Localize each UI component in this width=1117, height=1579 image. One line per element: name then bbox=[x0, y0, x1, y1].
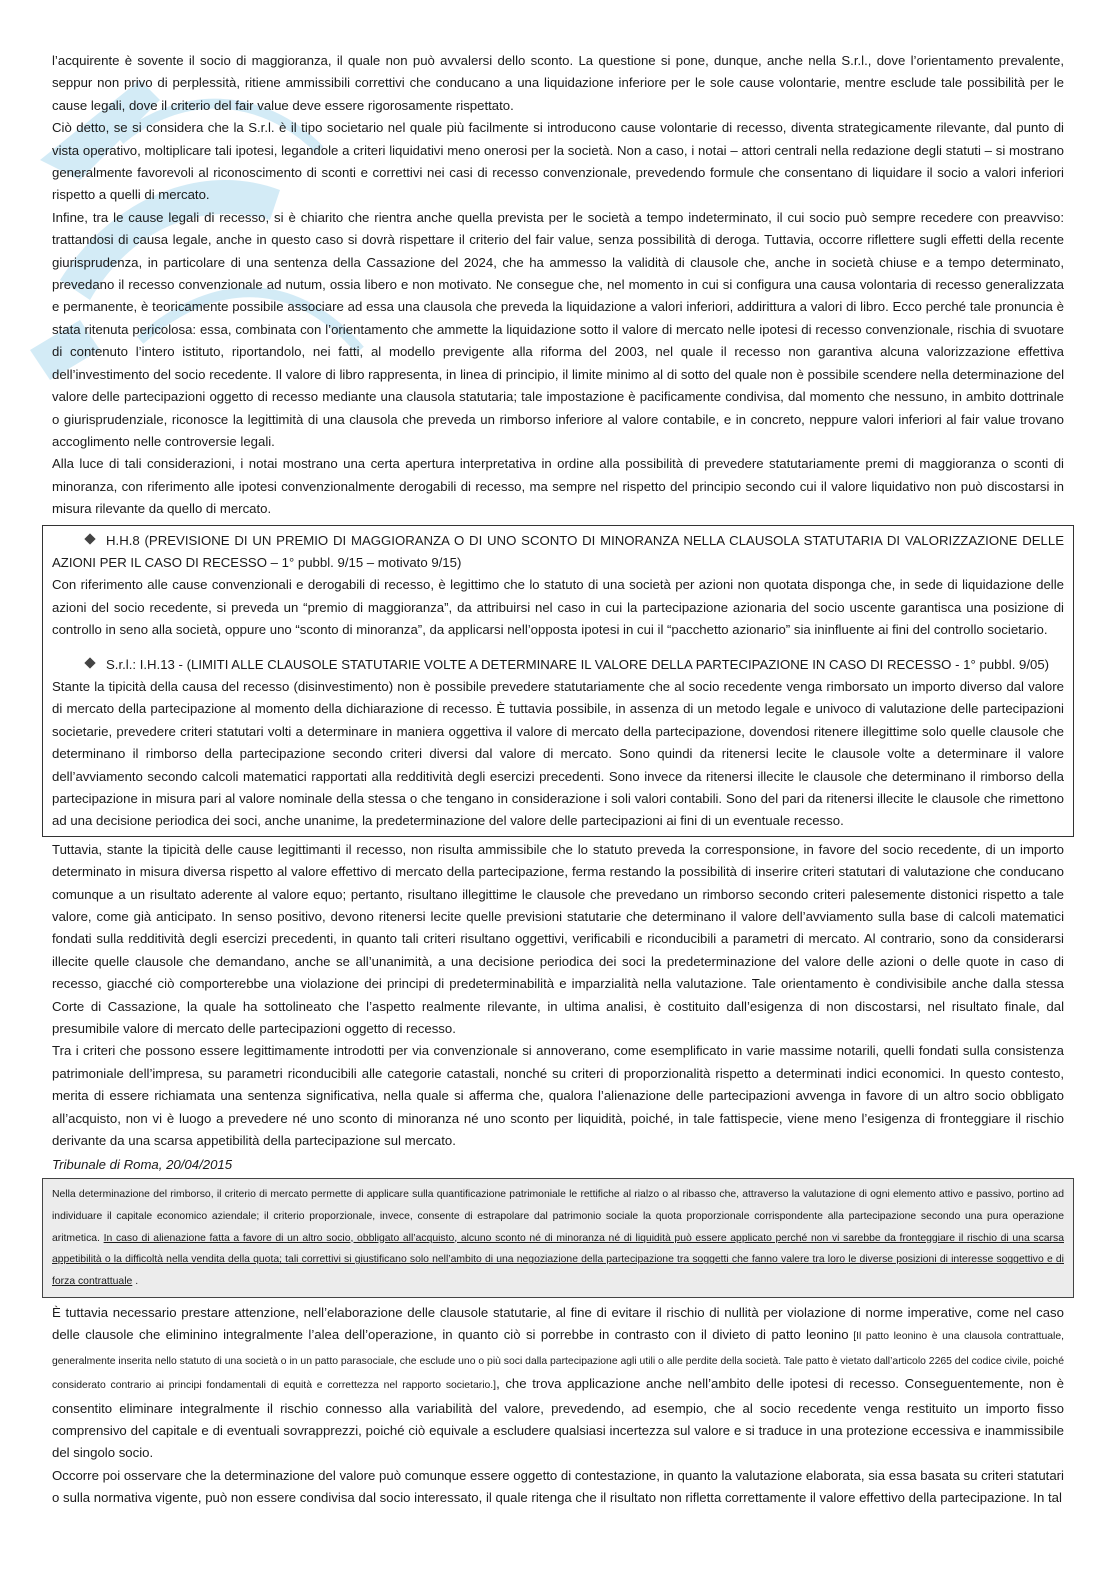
diamond-bullet-icon bbox=[84, 533, 95, 544]
paragraph: Alla luce di tali considerazioni, i notai mostrano una certa apertura interpretativa in ordine alla possibilità di prevedere statutariamente premi di maggioranza o sconti di minoranza, con riferimento alle ipotesi convenzionalmente derogabili di recesso, ma sempre nel rispetto del principio secondo cui il valore liquidativo non può discostarsi in misura rilevante da quello di mercato. bbox=[52, 456, 1064, 517]
massime-box bbox=[42, 525, 1074, 837]
massima-heading-text: H.H.8 (PREVISIONE DI UN PREMIO DI MAGGIORANZA O DI UNO SCONTO DI MINORANZA NELLA CLAUSOLA STATUTARIA DI VALORIZZAZIONE DELLE AZIONI PER IL CASO DI RECESSO – 1° pubbl. 9/15 – motivato 9/15) bbox=[52, 532, 1064, 570]
massima-heading bbox=[52, 654, 1064, 676]
excerpt-plain: Nella determinazione del rimborso, il criterio di mercato permette di applicare sulla quantificazione patrimoniale le rettifiche al rialzo o al ribasso che, attraverso la valutazione di ogni elemento attivo e passivo, portino ad individuare il capitale economico aziendale; il criterio proporzionale, invece, consente di estrapolare dal patrimonio sociale la quota proporzionale corrispondente alla partecipazione secondo una pura operazione aritmetica. bbox=[52, 1188, 1064, 1244]
paragraph-text: È tuttavia necessario prestare attenzione, nell’elaborazione delle clausole statutarie, al fine di evitare il rischio di nullità per violazione di norme imperative, come nel caso delle clausole che eliminino integralmente l’alea dell’operazione, in quanto ciò si porrebbe in contrasto con il divieto di patto leonino bbox=[52, 1304, 1064, 1343]
massima-heading-text: S.r.l.: I.H.13 - (LIMITI ALLE CLAUSOLE STATUTARIE VOLTE A DETERMINARE IL VALORE DELLA PARTECIPAZIONE IN CASO DI RECESSO - 1° pubbl. 9/05) bbox=[106, 656, 1050, 672]
inline-footnote: [Il patto leonino è una clausola contrattuale, generalmente inserita nello statuto di una società o in un patto parasociale, che esclude uno o più soci dalla partecipazione agli utili o alle perdite della società. Tale patto è vietato dall’articolo 2265 del codice civile, poiché considerato contrario ai principi fondamentali di equità e correttezza nel rapporto societario.] bbox=[52, 1331, 1064, 1392]
massima-heading bbox=[52, 530, 1064, 575]
sentence-excerpt-box bbox=[42, 1178, 1074, 1298]
paragraph: Tuttavia, stante la tipicità delle cause legittimanti il recesso, non risulta ammissibile che lo statuto preveda la corresponsione, in favore del socio recedente, di un importo determinato in misura diversa rispetto al valore effettivo di mercato della partecipazione, ferma restando la possibilità di inserire criteri statutari di valutazione che conducano comunque a un risultato aderente al valore equo; pertanto, risultano illegittime le clausole che prevedano un rimborso secondo criteri palesemente distonici rispetto a tale valore, come già anticipato. In senso positivo, devono ritenersi lecite quelle previsioni statutarie che determinano il valore dell’avviamento sulla base di calcoli matematici fondati sulla redditività degli esercizi precedenti, in quanto tali criteri risultano oggettivi, verificabili e riconducibili a parametri di mercato. Al contrario, sono da considerarsi illecite quelle clausole che demandano, anche se all’unanimità, a una decisione periodica dei soci la predeterminazione del valore delle azioni o delle quote in caso di recesso, giacché ciò comporterebbe una violazione dei principi di predeterminabilità e imparzialità nella valutazione. Tale orientamento è condivisibile anche dalla stessa Corte di Cassazione, la quale ha sottolineato che l’aspetto realmente rilevante, in ultima analisi, è costituito dall’esigenza di non discostarsi, nel risultato finale, dal presumibile valore di mercato delle partecipazioni oggetto di recesso. bbox=[52, 841, 1064, 1037]
paragraph: Tra i criteri che possono essere legittimamente introdotti per via convenzionale si annoverano, come esemplificato in varie massime notarili, quelli fondati sulla consistenza patrimoniale dell’impresa, su parametri riconducibili alle categorie catastali, nonché su criteri di proporzionalità rispetto a determinati indici economici. In questo contesto, merita di essere richiamata una sentenza significativa, nella quale si afferma che, qualora l’alienazione delle partecipazioni avvenga in favore di un altro socio obbligato all’acquisto, non vi è luogo a prevedere né uno sconto di minoranza né uno sconto per liquidità, poiché, in tale fattispecie, viene meno l’esigenza di fronteggiare il rischio derivante da una scarsa appetibilità della partecipazione sul mercato. bbox=[52, 1043, 1064, 1149]
excerpt-end: . bbox=[135, 1276, 139, 1288]
excerpt-underlined: In caso di alienazione fatta a favore di un altro socio, obbligato all’acquisto, alcuno sconto né di minoranza né di liquidità può essere applicato perché non vi sarebbe da fronteggiare il rischio di una scarsa appetibilità o la difficoltà nella vendita della quota; tali correttivi si giustificano solo nell’ambito di una negoziazione della partecipazione tra soggetti che fanno valere tra loro le diverse posizioni di interesse soggettivo e di forza contrattuale bbox=[52, 1232, 1064, 1288]
paragraph: Ciò detto, se si considera che la S.r.l. è il tipo societario nel quale più facilmente si introducono cause volontarie di recesso, diventa strategicamente rilevante, dal punto di vista operativo, moltiplicare tali ipotesi, legandole a criteri liquidativi meno onerosi per la società. Non a caso, i notai – attori centrali nella redazione degli statuti – si mostrano generalmente favorevoli al riconoscimento di sconti e correttivi nei casi di recesso convenzionale, prevedendo formule che consentano di liquidare il socio a valori inferiori rispetto a quelli di mercato. bbox=[52, 120, 1064, 203]
paragraph: Infine, tra le cause legali di recesso, si è chiarito che rientra anche quella prevista per le società a tempo indeterminato, il cui socio può sempre recedere con preavviso: trattandosi di causa legale, anche in questo caso si dovrà rispettare il criterio del fair value, senza possibilità di deroga. Tuttavia, occorre riflettere sugli effetti della recente giurisprudenza, in particolare di una sentenza della Cassazione del 2024, che ha ammesso la validità di clausole che, anche in società chiuse e a tempo determinato, prevedano il recesso convenzionale ad nutum, ossia libero e non motivato. Ne consegue che, nel momento in cui si configura una causa volontaria di recesso generalizzata e permanente, è teoricamente possibile associare ad essa una clausola che preveda la liquidazione a valori inferiori, addirittura a valori di libro. Ecco perché tale pronuncia è stata ritenuta pericolosa: essa, combinata con l’orientamento che ammette la liquidazione sotto il valore di mercato nelle ipotesi di recesso convenzionale, rischia di svuotare di contenuto l’intero istituto, riportandolo, nei fatti, al modello previgente alla riforma del 2003, nel quale il recesso non garantiva alcuna valorizzazione effettiva dell’investimento del socio recedente. Il valore di libro rappresenta, in linea di principio, il limite minimo al di sotto del quale non è possibile scendere nella determinazione del valore delle partecipazioni oggetto di recesso mediante una clausola statutaria; tale impostazione è pacificamente condivisa, dal momento che nessuno, in ambito dottrinale o giurisprudenziale, riconosce la legittimità di una clausola che preveda un rimborso inferiore al valore contabile, e in concreto, neppure valori inferiori al fair value trovano accoglimento nelle controversie legali. bbox=[52, 209, 1064, 449]
diamond-bullet-icon bbox=[84, 657, 95, 668]
paragraph-text: , che trova applicazione anche nell’ambito delle ipotesi di recesso. Conseguentemente, non è consentito eliminare integralmente il rischio connesso alla variabilità del valore, prevedendo, ad esempio, che al socio recedente venga restituito un importo fisso comprensivo del capitale e di eventuali sovrapprezzi, poiché ciò equivale a escludere qualsiasi incertezza sul valore e si traduce in una protezione eccessiva e inammissibile del singolo socio. bbox=[52, 1376, 1064, 1461]
paragraph: l’acquirente è sovente il socio di maggioranza, il quale non può avvalersi dello sconto. La questione si pone, dunque, anche nella S.r.l., dove l’orientamento prevalente, seppur non privo di perplessità, ritiene ammissibili correttivi che conducano a una liquidazione inferiore per le sole cause volontarie, mentre esclude tale possibilità per le cause legali, dove il criterio del fair value deve essere rigorosamente rispettato. bbox=[52, 53, 1064, 113]
case-citation: Tribunale di Roma, 20/04/2015 bbox=[52, 1156, 233, 1172]
paragraph: Occorre poi osservare che la determinazione del valore può comunque essere oggetto di contestazione, in quanto la valutazione elaborata, sia essa basata su criteri statutari o sulla normativa vigente, può non essere condivisa dal socio interessato, il quale ritenga che il risultato non rifletta correttamente il valore effettivo della partecipazione. In tal bbox=[52, 1467, 1064, 1506]
massima-body: Con riferimento alle cause convenzionali e derogabili di recesso, è legittimo che lo statuto di una società per azioni non quotata disponga che, in sede di liquidazione delle azioni del socio recedente, si preveda un “premio di maggioranza”, da attribuirsi nel caso in cui la partecipazione azionaria del socio uscente garantisca una posizione di controllo in seno alla società, oppure uno “sconto di minoranza”, da applicarsi nell’opposta ipotesi in cui il “pacchetto azionario” sia ininfluente ai fini del controllo societario. bbox=[52, 577, 1064, 638]
paragraph bbox=[52, 1302, 1064, 1465]
massima-body: Stante la tipicità della causa del recesso (disinvestimento) non è possibile prevedere statutariamente che al socio recedente venga rimborsato un importo diverso dal valore di mercato della partecipazione al momento della dichiarazione di recesso. È tuttavia possibile, in assenza di un metodo legale e univoco di valutazione delle partecipazioni societarie, prevedere criteri statutari volti a determinare in maniera oggettiva il valore di mercato della partecipazione, dovendosi ritenere illegittime solo quelle clausole che determinano il rimborso della partecipazione secondo criteri diversi dal valore di mercato. Sono quindi da ritenersi lecite le clausole volte a determinare il valore dell’avviamento secondo calcoli matematici rapportati alla redditività degli esercizi precedenti. Sono invece da ritenersi illecite le clausole che determinano il rimborso della partecipazione in misura pari al valore nominale della stessa o che tengano in considerazione i soli valori contabili. Sono del pari da ritenersi illecite le clausole che rimettono ad una decisione periodica dei soci, anche unanime, la predeterminazione del valore delle partecipazioni ai fini di un eventuale recesso. bbox=[52, 678, 1064, 829]
sentence-excerpt bbox=[52, 1184, 1064, 1293]
document-page bbox=[52, 50, 1064, 1510]
